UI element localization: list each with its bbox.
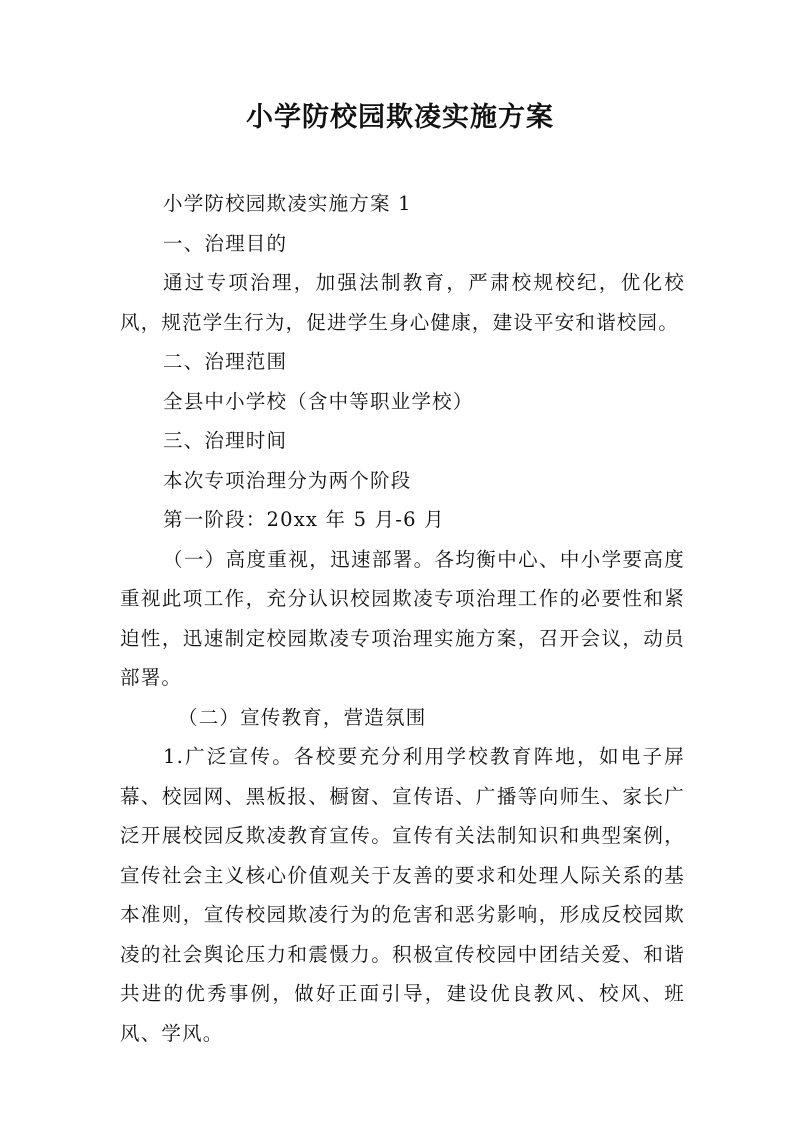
heading-publicity: （二）宣传教育，营造氛围	[178, 705, 427, 729]
paragraph-stage-one: 第一阶段：20xx 年 5 月-6 月	[163, 508, 445, 531]
paragraph-publicity: 1.广泛宣传。各校要充分利用学校教育阵地，如电子屏幕、校园网、黑板报、橱窗、宣传语、广播等向师生、家长广泛开展校园反欺凌教育宣传。宣传有关法制知识和典型案例，宣传社会主义核心价值观关于友善的要求和处理人际关系的基本准则，宣传校园欺凌行为的危害和恶劣影响，形成反校园欺凌的社会舆论压力和震慑力。积极宣传校园中团结关爱、和谐共进的优秀事例，做好正面引导，建设优良教风、校风、班风、学风。	[120, 745, 685, 1045]
paragraph-deployment: （一）高度重视，迅速部署。各均衡中心、中小学要高度重视此项工作，充分认识校园欺凌专项治理工作的必要性和紧迫性，迅速制定校园欺凌专项治理实施方案，召开会议，动员部署。	[120, 547, 685, 689]
document-body	[120, 184, 685, 1053]
document-title: 小学防校园欺凌实施方案	[246, 102, 554, 133]
heading-purpose: 一、治理目的	[163, 231, 288, 255]
paragraph-scope: 全县中小学校（含中等职业学校）	[163, 389, 474, 413]
heading-scope: 二、治理范围	[163, 350, 288, 373]
paragraph-stages: 本次专项治理分为两个阶段	[163, 468, 412, 492]
heading-time: 三、治理时间	[163, 429, 288, 452]
section-heading-plan-1: 小学防校园欺凌实施方案 1	[163, 192, 412, 215]
paragraph-purpose: 通过专项治理，加强法制教育，严肃校规校纪，优化校风，规范学生行为，促进学生身心健康，建设平安和谐校园。	[120, 271, 685, 334]
